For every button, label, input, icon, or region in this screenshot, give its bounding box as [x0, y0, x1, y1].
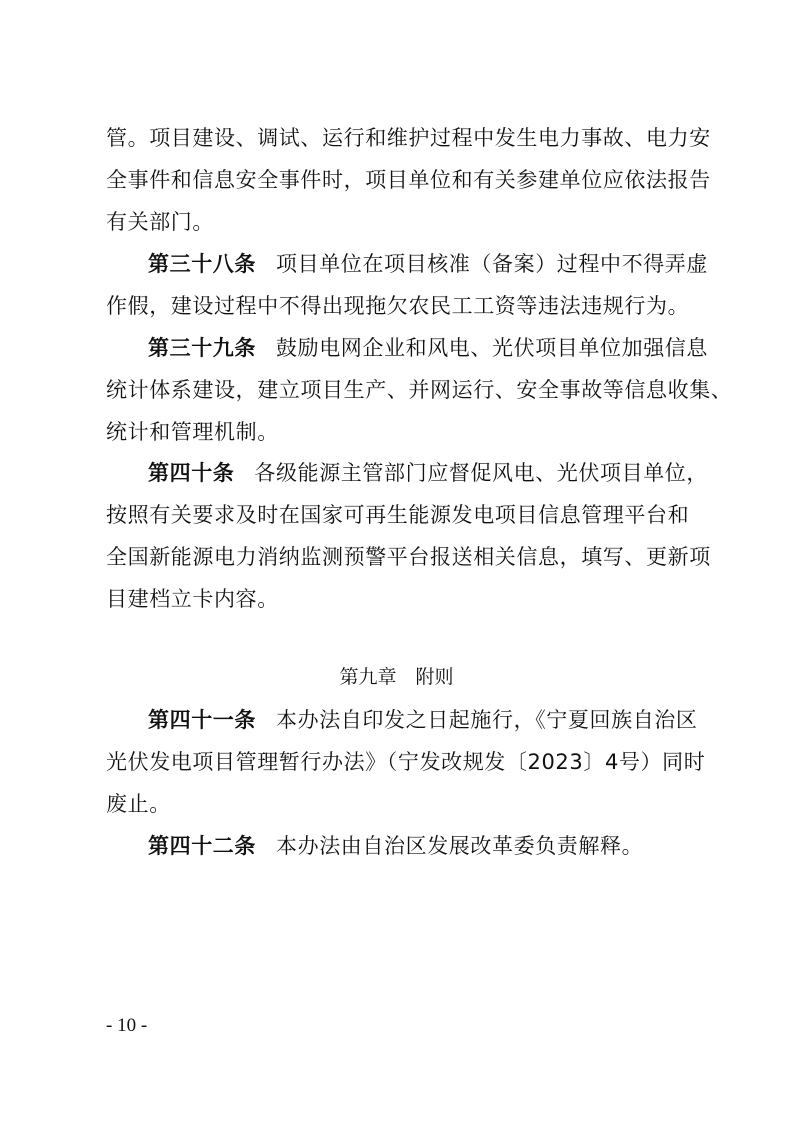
- body-text-line: 目建档立卡内容。: [106, 587, 279, 611]
- article-38: 第三十八条 项目单位在项目核准（备案）过程中不得弄虚: [148, 252, 708, 276]
- article-label: 第三十九条: [148, 336, 256, 360]
- body-text-line: 统计体系建设，建立项目生产、并网运行、安全事故等信息收集、: [106, 378, 733, 402]
- body-text-line: 全国新能源电力消纳监测预警平台报送相关信息，填写、更新项: [106, 545, 711, 569]
- chapter-title: 第九章 附则: [339, 666, 454, 688]
- article-40: 第四十条 各级能源主管部门应督促风电、光伏项目单位，: [148, 461, 709, 485]
- body-text-line: 全事件和信息安全事件时，项目单位和有关参建单位应依法报告: [106, 168, 711, 192]
- body-text-line: 有关部门。: [106, 210, 214, 234]
- article-39: 第三十九条 鼓励电网企业和风电、光伏项目单位加强信息: [148, 336, 708, 360]
- body-text-line: 按照有关要求及时在国家可再生能源发电项目信息管理平台和: [106, 503, 690, 527]
- body-text-line: 管。项目建设、调试、运行和维护过程中发生电力事故、电力安: [106, 126, 711, 150]
- article-label: 第四十条: [148, 461, 235, 485]
- article-label: 第四十一条: [148, 708, 256, 732]
- body-text-line: 统计和管理机制。: [106, 420, 279, 444]
- article-label: 第四十二条: [148, 834, 256, 858]
- article-41: 第四十一条 本办法自印发之日起施行，《宁夏回族自治区: [148, 708, 698, 732]
- body-text-line: 光伏发电项目管理暂行办法》（宁发改规发〔2023〕4号）同时: [106, 750, 706, 774]
- article-label: 第三十八条: [148, 252, 256, 276]
- body-text-line: 废止。: [106, 792, 171, 816]
- page-number: - 10 -: [106, 1015, 148, 1036]
- article-42: 第四十二条 本办法由自治区发展改革委负责解释。: [148, 834, 644, 858]
- body-text-line: 作假，建设过程中不得出现拖欠农民工工资等违法违规行为。: [106, 294, 690, 318]
